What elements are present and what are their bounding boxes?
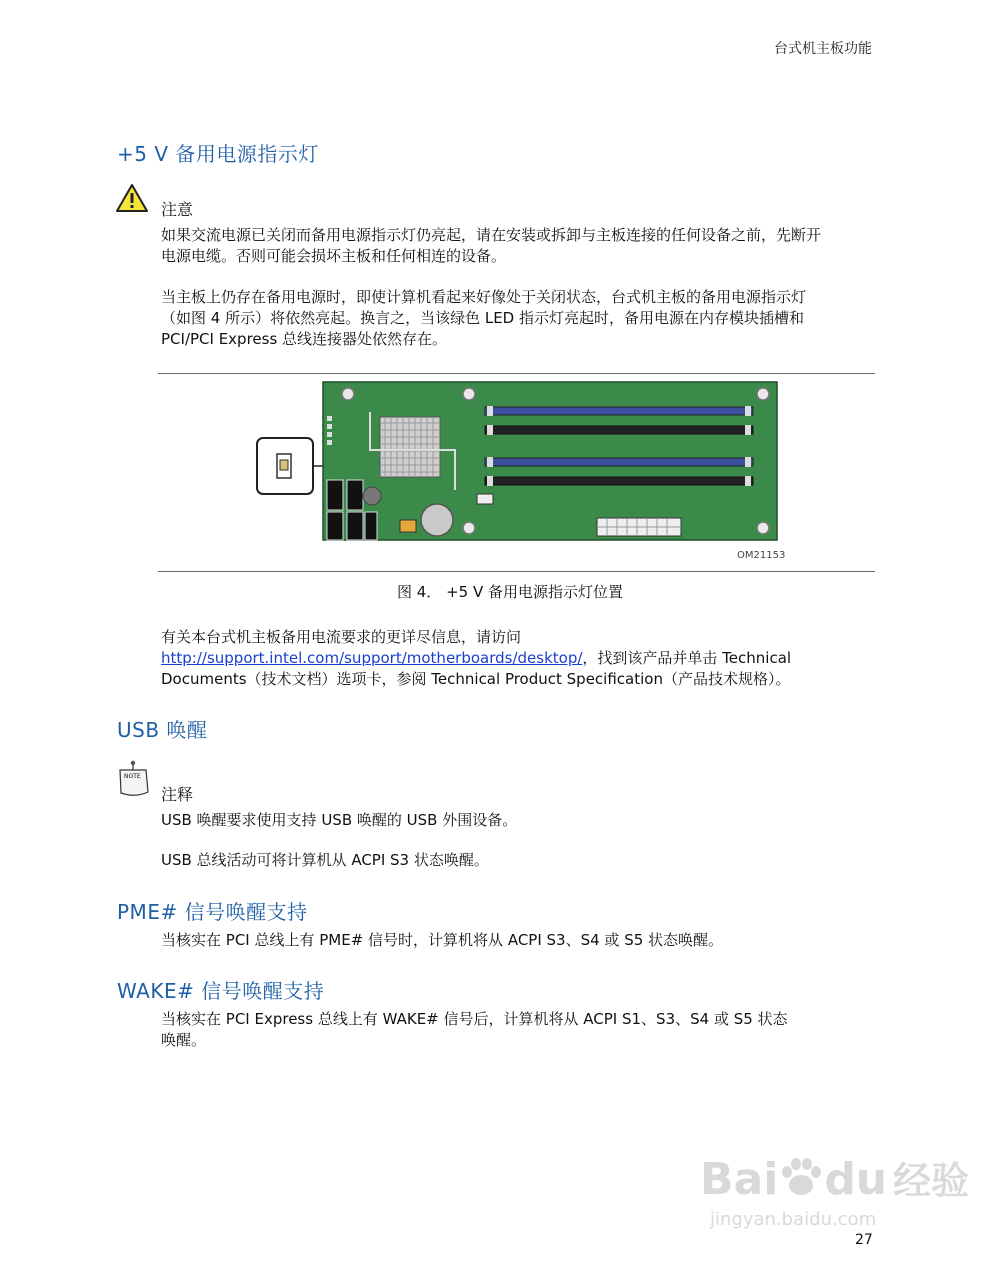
- section-heading-pme: PME# 信号唤醒支持: [117, 900, 308, 924]
- watermark-brand: Bai du 经验: [700, 1154, 970, 1205]
- caution-title: 注意: [161, 200, 194, 219]
- wake-text-line-2: 唤醒。: [161, 1031, 207, 1049]
- motherboard-figure: [255, 380, 786, 566]
- usb-text-2: USB 总线活动可将计算机从 ACPI S3 状态唤醒。: [161, 851, 489, 869]
- more-info-line-2: [161, 648, 791, 669]
- note-icon: [117, 760, 151, 798]
- note-title: 注释: [161, 785, 194, 804]
- caution-text-line-1: 如果交流电源已关闭而备用电源指示灯仍亮起，请在安装或拆卸与主板连接的任何设备之前，先断开: [161, 226, 822, 244]
- section-heading-usb: USB 唤醒: [117, 718, 208, 742]
- support-link[interactable]: http://support.intel.com/support/motherboards/desktop/: [161, 649, 583, 667]
- running-header: 台式机主板功能: [774, 41, 872, 57]
- pme-text: 当核实在 PCI 总线上有 PME# 信号时，计算机将从 ACPI S3、S4 或 S5 状态唤醒。: [161, 931, 724, 949]
- wake-text-line-1: 当核实在 PCI Express 总线上有 WAKE# 信号后，计算机将从 ACPI S1、S3、S4 或 S5 状态: [161, 1010, 788, 1028]
- section-heading-wake: WAKE# 信号唤醒支持: [117, 979, 325, 1003]
- more-info-line-3: Documents（技术文档）选项卡，参阅 Technical Product Specification（产品技术规格）。: [161, 670, 791, 688]
- figure-top-rule: [158, 373, 875, 374]
- warning-icon: [115, 183, 149, 213]
- more-info-line-2-text: ，找到该产品并单击 Technical: [582, 649, 792, 667]
- watermark-url: jingyan.baidu.com: [710, 1209, 877, 1230]
- standby-paragraph-line-2: （如图 4 所示）将依然亮起。换言之，当该绿色 LED 指示灯亮起时，备用电源在内存模块插槽和: [161, 309, 805, 327]
- usb-text-1: USB 唤醒要求使用支持 USB 唤醒的 USB 外围设备。: [161, 811, 518, 829]
- section-heading-standby: +5 V 备用电源指示灯: [117, 142, 319, 166]
- caution-text-line-2: 电源电缆。否则可能会损坏主板和任何相连的设备。: [161, 247, 507, 265]
- more-info-line-1: 有关本台式机主板备用电流要求的更详尽信息，请访问: [161, 628, 522, 646]
- figure-id-label: OM21153: [737, 550, 786, 561]
- figure-bottom-rule: [158, 571, 875, 572]
- note-icon-label: NOTE: [124, 773, 141, 780]
- figure-caption: 图 4． +5 V 备用电源指示灯位置: [397, 583, 623, 601]
- standby-paragraph-line-1: 当主板上仍存在备用电源时，即使计算机看起来好像处于关闭状态，台式机主板的备用电源指示灯: [161, 288, 807, 306]
- standby-paragraph-line-3: PCI/PCI Express 总线连接器处依然存在。: [161, 330, 448, 348]
- paw-icon: [778, 1158, 824, 1198]
- page-number: 27: [855, 1232, 873, 1248]
